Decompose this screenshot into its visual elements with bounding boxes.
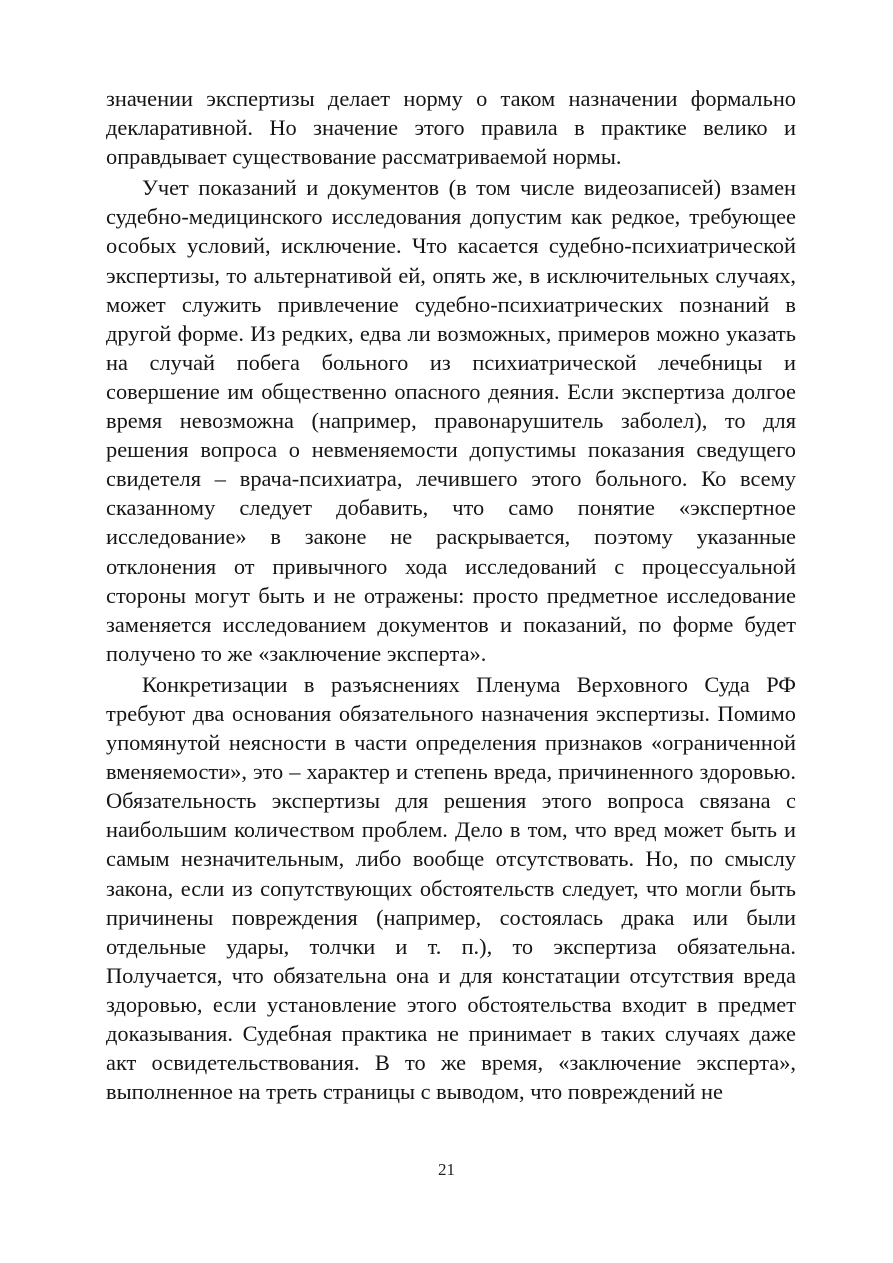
paragraph-plenum-clarifications: Конкретизации в разъяснениях Пленума Верховного Суда РФ требуют два основания обязательного назначения экспертизы. Помимо упомянутой неясности в части определения признаков «ограниченной вменяемости», это – характер и степень вреда, причиненного здоровью. Обязательность экспертизы для решения этого вопроса связана с наибольшим количеством проблем. Дело в том, что вред может быть и самым незначительным, либо вообще отсутствовать. Но, по смыслу закона, если из сопутствующих обстоятельств следует, что могли быть причинены повреждения (например, состоялась драка или были отдельные удары, толчки и т. п.), то экспертиза обязательна. Получается, что обязательна она и для констатации отсутствия вреда здоровью, если установление этого обстоятельства входит в предмет доказывания. Судебная практика не принимает в таких случаях даже акт освидетельствования. В то же время, «заключение эксперта», выполненное на треть страницы с выводом, что повреждений не [106, 671, 796, 1105]
paragraph-testimony-documents: Учет показаний и документов (в том числе видеозаписей) взамен судебно-медицинского исследования допустим как редкое, требующее особых условий, исключение. Что касается судебно-психиатрической экспертизы, то альтернативой ей, опять же, в исключительных случаях, может служить привлечение судебно-психиатрических познаний в другой форме. Из редких, едва ли возможных, примеров можно указать на случай побега больного из психиатрической лечебницы и совершение им общественно опасного деяния. Если экспертиза долгое время невозможна (например, правонарушитель заболел), то для решения вопроса о невменяемости допустимы показания сведущего свидетеля – врача-психиатра, лечившего этого больного. Ко всему сказанному следует добавить, что само понятие «экспертное исследование» в законе не раскрывается, поэтому указанные отклонения от привычного хода исследований с процессуальной стороны могут быть и не отражены: просто предметное исследование заменяется исследованием документов и показаний, по форме будет получено то же «заключение эксперта». [106, 175, 796, 666]
page-number: 21 [438, 1160, 455, 1179]
paragraph-continuation: значении экспертизы делает норму о таком назначении формально декларативной. Но значение этого правила в практике велико и оправдывает существование рассматриваемой нормы. [106, 86, 796, 170]
document-page [106, 84, 796, 1108]
